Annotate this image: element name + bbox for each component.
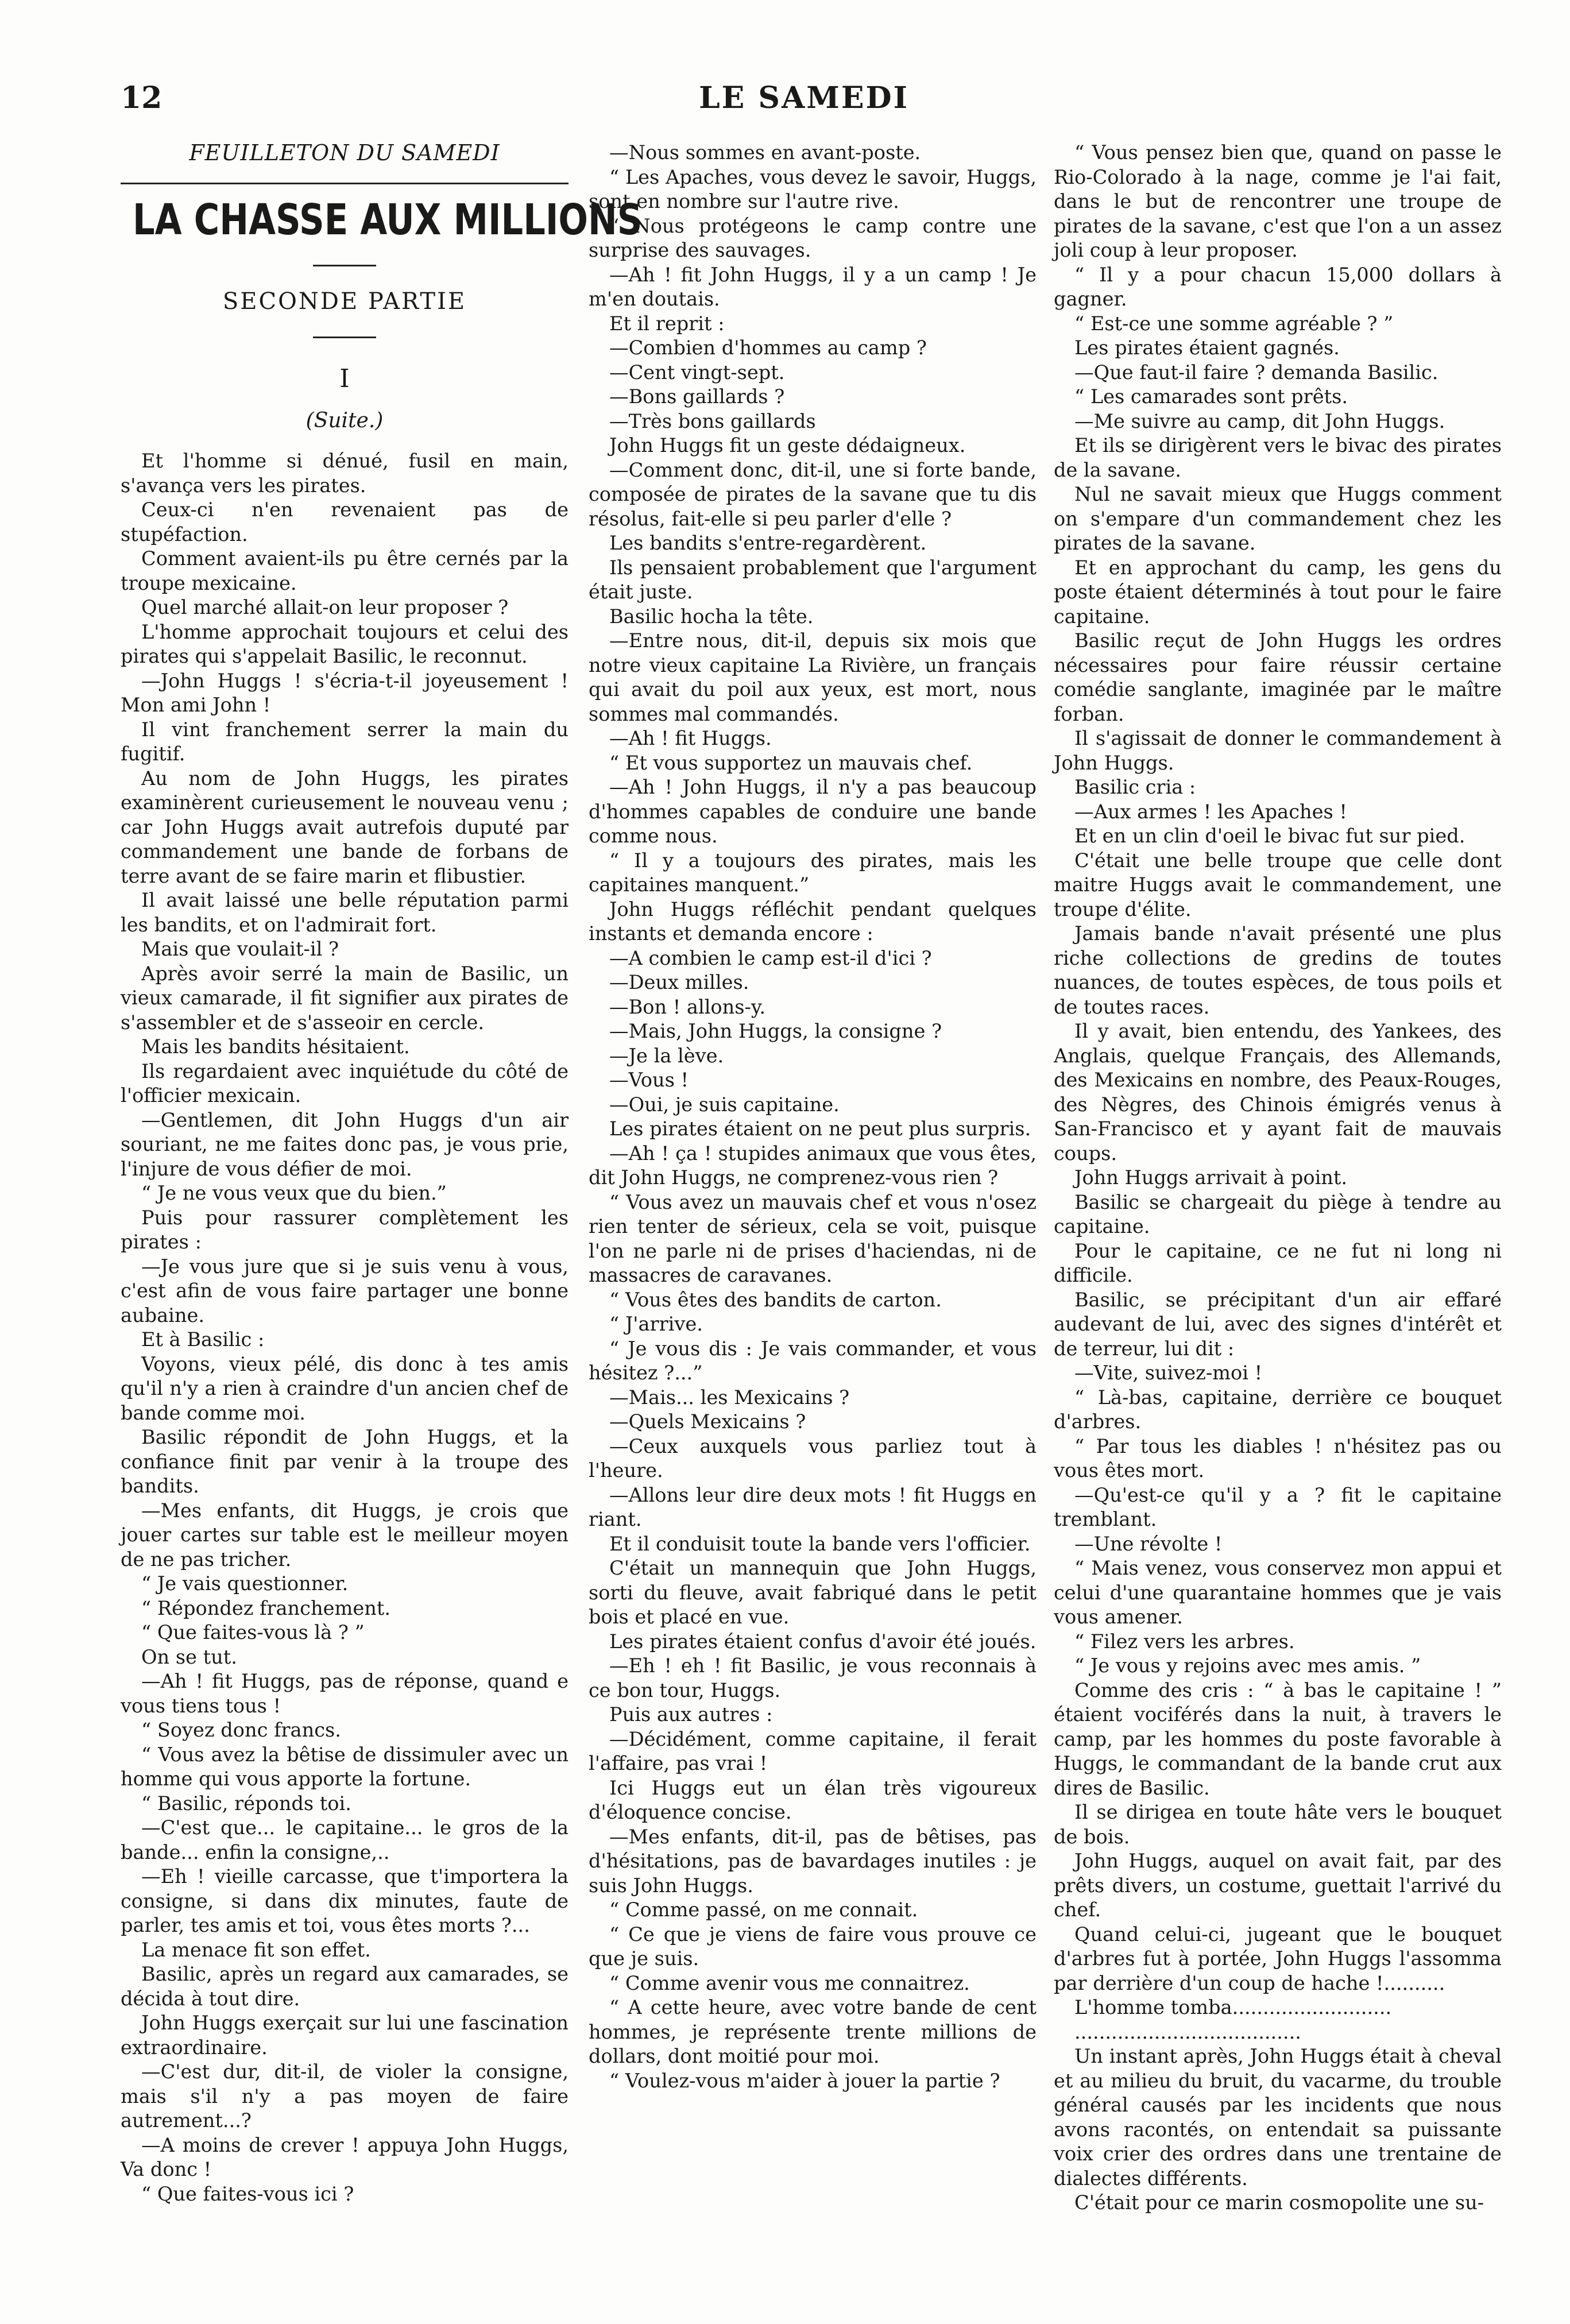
paragraph: —Oui, je suis capitaine. — [609, 1093, 840, 1116]
paragraph: Comment avaient-ils pu être cernés par la troupe mexicaine. — [121, 547, 569, 594]
column-2-text — [589, 141, 1037, 2093]
paragraph: Puis aux autres : — [609, 1703, 773, 1726]
paragraph: Comme des cris : “ à bas le capitaine ! ” étaient vociférés dans la nuit, à travers le camp, par les hommes du poste favorable à Huggs, le commandant de la bande crut aux dires de Basilic. — [1054, 1679, 1502, 1799]
paragraph: —Une révolte ! — [1074, 1532, 1223, 1555]
paragraph: Basilic, après un regard aux camarades, se décida à tout dire. — [121, 1963, 569, 2010]
paragraph: “ Vous avez la bêtise de dissimuler avec un homme qui vous apporte la fortune. — [121, 1743, 569, 1790]
column-1 — [121, 140, 643, 2206]
paragraph: —Ah ! fit John Huggs, il y a un camp ! Je m'en doutais. — [589, 263, 1037, 310]
paragraph: Les pirates étaient gagnés. — [1074, 337, 1340, 359]
paragraph: Il s'agissait de donner le commandement à John Huggs. — [1054, 727, 1502, 774]
paragraph: Au nom de John Huggs, les pirates examinèrent curieusement le nouveau venu ; car John Huggs avait autrefois duputé par commandement une bande de forbans de terre avant de se faire marin et flibustier. — [121, 767, 569, 887]
paragraph: —Ah ! fit Huggs, pas de réponse, quand e vous tiens tous ! — [121, 1670, 569, 1717]
paragraph: —Ah ! ça ! stupides animaux que vous êtes, dit John Huggs, ne comprenez-vous rien ? — [589, 1142, 1037, 1189]
chapter-number: I — [339, 364, 350, 393]
part-heading: SECONDE PARTIE — [222, 288, 467, 315]
paragraph: —Vite, suivez-moi ! — [1074, 1362, 1263, 1384]
article-title: LA CHASSE AUX MILLIONS — [133, 195, 643, 245]
paragraph: Les bandits s'entre-regardèrent. — [609, 532, 927, 554]
paragraph: —C'est que... le capitaine... le gros de la bande... enfin la consigne,.. — [121, 1816, 569, 1863]
paragraph: “ Je vais questionner. — [141, 1572, 349, 1595]
part-rule — [313, 337, 376, 338]
paragraph: —Ceux auxquels vous parliez tout à l'heure. — [589, 1434, 1037, 1482]
column-3 — [1054, 141, 1502, 2215]
title-rule-short — [313, 265, 376, 266]
paragraph: “ Nous protégeons le camp contre une surprise des sauvages. — [589, 214, 1037, 261]
paragraph: —C'est dur, dit-il, de violer la consigne, mais s'il n'y a pas moyen de faire autrement...? — [121, 2060, 569, 2132]
column-3-text — [1054, 141, 1502, 2215]
feuilleton-label: FEUILLETON DU SAMEDI — [189, 140, 500, 165]
paragraph: —Eh ! eh ! fit Basilic, je vous reconnais à ce bon tour, Huggs. — [589, 1654, 1037, 1702]
paragraph: Nul ne savait mieux que Huggs comment on s'empare d'un commandement chez les pirates de la savane. — [1054, 483, 1502, 554]
paragraph: “ Il y a pour chacun 15,000 dollars à gagner. — [1054, 263, 1502, 310]
paragraph: ..................................... — [1074, 2020, 1301, 2043]
column-1-text — [121, 449, 569, 2206]
page-number: 12 — [121, 80, 163, 115]
paragraph: “ Que faites-vous ici ? — [141, 2182, 354, 2205]
paragraph: “ Répondez franchement. — [141, 1596, 390, 1619]
column-2 — [589, 141, 1037, 2093]
paragraph: —Bons gaillards ? — [609, 385, 785, 408]
paragraph: “ Comme avenir vous me connaitrez. — [609, 1971, 970, 1994]
paragraph: Mais que voulait-il ? — [141, 938, 339, 960]
journal-title: LE SAMEDI — [699, 80, 909, 115]
paragraph: La menace fit son effet. — [141, 1938, 371, 1961]
paragraph: “ Est-ce une somme agréable ? ” — [1074, 312, 1394, 335]
paragraph: “ Et vous supportez un mauvais chef. — [609, 751, 973, 774]
paragraph: Voyons, vieux pélé, dis donc à tes amis qu'il n'y a rien à craindre d'un ancien chef de bande comme moi. — [121, 1352, 569, 1424]
paragraph: —Que faut-il faire ? demanda Basilic. — [1074, 361, 1438, 384]
paragraph: —John Huggs ! s'écria-t-il joyeusement ! Mon ami John ! — [121, 669, 569, 716]
paragraph: John Huggs, auquel on avait fait, par des prêts divers, un costume, guettait l'arrivé du chef. — [1054, 1850, 1502, 1921]
suite-label: (Suite.) — [306, 408, 384, 432]
paragraph: C'était pour ce marin cosmopolite une su- — [1074, 2191, 1484, 2214]
paragraph: “ Vous êtes des bandits de carton. — [609, 1288, 942, 1311]
paragraph: —Aux armes ! les Apaches ! — [1074, 800, 1347, 823]
paragraph: —Ah ! John Huggs, il n'y a pas beaucoup d'hommes capables de conduire une bande comme nous. — [589, 776, 1037, 847]
paragraph: L'homme approchait toujours et celui des pirates qui s'appelait Basilic, le reconnut. — [121, 620, 569, 667]
paragraph: —Mais... les Mexicains ? — [609, 1386, 850, 1409]
paragraph: Mais les bandits hésitaient. — [141, 1035, 410, 1058]
paragraph: —Cent vingt-sept. — [609, 361, 785, 384]
paragraph: —Gentlemen, dit John Huggs d'un air souriant, ne me faites donc pas, je vous prie, l'injure de vous défier de moi. — [121, 1108, 569, 1180]
paragraph: Et il conduisit toute la bande vers l'officier. — [609, 1532, 1031, 1555]
paragraph: “ Comme passé, on me connait. — [609, 1898, 918, 1921]
paragraph: Quel marché allait-on leur proposer ? — [141, 596, 509, 618]
paragraph: “ Filez vers les arbres. — [1074, 1630, 1295, 1653]
paragraph: Un instant après, John Huggs était à cheval et au milieu du bruit, du vacarme, du trouble général causés par les incidents que nous avons racontés, on entendait sa puissante voix crier des ordres dans une trentaine de dialectes différents. — [1054, 2045, 1502, 2190]
paragraph: John Huggs exerçait sur lui une fascination extraordinaire. — [121, 2012, 569, 2059]
paragraph: Jamais bande n'avait présenté une plus riche collections de gredins de toutes nuances, de toutes espèces, de tous poils et de toutes races. — [1054, 922, 1502, 1018]
paragraph: “ Ce que je viens de faire vous prouve ce que je suis. — [589, 1923, 1037, 1970]
paragraph: —Ah ! fit Huggs. — [609, 727, 772, 749]
paragraph: Et ils se dirigèrent vers le bivac des pirates de la savane. — [1054, 434, 1502, 481]
paragraph: —Allons leur dire deux mots ! fit Huggs en riant. — [589, 1483, 1037, 1530]
title-rule-top — [121, 183, 569, 184]
paragraph: —Nous sommes en avant-poste. — [609, 141, 921, 164]
paragraph: Basilic se chargeait du piège à tendre au capitaine. — [1054, 1190, 1502, 1238]
paragraph: Basilic hocha la tête. — [609, 605, 814, 628]
paragraph: Puis pour rassurer complètement les pirates : — [121, 1206, 569, 1253]
paragraph: “ Les Apaches, vous devez le savoir, Huggs, sont en nombre sur l'autre rive. — [589, 165, 1037, 212]
paragraph: “ Voulez-vous m'aider à jouer la partie ? — [609, 2069, 1000, 2092]
page-header — [121, 80, 1487, 126]
paragraph: —Entre nous, dit-il, depuis six mois que notre vieux capitaine La Rivière, un français qui avait du poil aux yeux, est mort, nous sommes mal commandés. — [589, 629, 1037, 725]
paragraph: —Deux milles. — [609, 971, 749, 993]
paragraph: Et l'homme si dénué, fusil en main, s'avança vers les pirates. — [121, 450, 569, 497]
paragraph: —Quels Mexicains ? — [609, 1410, 806, 1433]
paragraph: “ Vous pensez bien que, quand on passe le Rio-Colorado à la nage, comme je l'ai fait, dans le but de rencontrer une troupe de pirates de la savane, c'est que l'on a un assez joli coup à leur proposer. — [1054, 141, 1502, 261]
paragraph: “ Basilic, réponds toi. — [141, 1792, 351, 1815]
paragraph: —Très bons gaillards — [609, 409, 816, 432]
paragraph: —Comment donc, dit-il, une si forte bande, composée de pirates de la savane que tu dis résolus, fait-elle si peu parler d'elle ? — [589, 458, 1037, 530]
paragraph: Pour le capitaine, ce ne fut ni long ni difficile. — [1054, 1239, 1502, 1286]
paragraph: C'était un mannequin que John Huggs, sorti du fleuve, avait fabriqué dans le petit bois et placé en vue. — [589, 1557, 1037, 1628]
paragraph: —Combien d'hommes au camp ? — [609, 337, 927, 359]
paragraph: —Je la lève. — [609, 1044, 724, 1067]
paragraph: “ Je ne vous veux que du bien.” — [141, 1182, 447, 1204]
paragraph: Après avoir serré la main de Basilic, un vieux camarade, il fit signifier aux pirates de s'assembler et de s'asseoir en cercle. — [121, 962, 569, 1034]
paragraph: —Vous ! — [609, 1069, 689, 1091]
paragraph: —Me suivre au camp, dit John Huggs. — [1074, 409, 1445, 432]
paragraph: “ Vous avez un mauvais chef et vous n'osez rien tenter de sérieux, cela se voit, puisque l'on ne parle ni de prises d'haciendas, ni de massacres de caravanes. — [589, 1190, 1037, 1286]
paragraph: Basilic, se précipitant d'un air effaré audevant de lui, avec des signes d'intérêt et de terreur, lui dit : — [1054, 1288, 1502, 1360]
paragraph: “ Là-bas, capitaine, derrière ce bouquet d'arbres. — [1054, 1386, 1502, 1433]
paragraph: John Huggs fit un geste dédaigneux. — [609, 434, 966, 457]
paragraph: —Mes enfants, dit-il, pas de bêtises, pas d'hésitations, pas de bavardages inutiles : je suis John Huggs. — [589, 1825, 1037, 1897]
paragraph: —Décidément, comme capitaine, il ferait l'affaire, pas vrai ! — [589, 1727, 1037, 1774]
paragraph: Il avait laissé une belle réputation parmi les bandits, et on l'admirait fort. — [121, 889, 569, 936]
paragraph: “ Les camarades sont prêts. — [1074, 385, 1348, 408]
paragraph: On se tut. — [141, 1645, 237, 1668]
paragraph: Il se dirigea en toute hâte vers le bouquet de bois. — [1054, 1801, 1502, 1848]
paragraph: Et en un clin d'oeil le bivac fut sur pied. — [1074, 825, 1465, 847]
paragraph: —Eh ! vieille carcasse, que t'importera la consigne, si dans dix minutes, faute de parler, tes amis et toi, vous êtes morts ?... — [121, 1865, 569, 1936]
paragraph: Basilic répondit de John Huggs, et la confiance finit par venir à la troupe des bandits. — [121, 1426, 569, 1497]
paragraph: Et à Basilic : — [141, 1328, 265, 1351]
paragraph: Les pirates étaient confus d'avoir été joués. — [609, 1630, 1037, 1653]
paragraph: Quand celui-ci, jugeant que le bouquet d'arbres fut à portée, John Huggs l'assomma par derrière d'un coup de hache !.......... — [1054, 1923, 1502, 1994]
paragraph: Il y avait, bien entendu, des Yankees, des Anglais, quelque Français, des Allemands, des Mexicains en nombre, des Peaux-Rouges, des Nègres, des Chinois émigrés venus à San-Francisco et y ayant fait de mauvais coups. — [1054, 1020, 1502, 1165]
paragraph: Il vint franchement serrer la main du fugitif. — [121, 718, 569, 765]
paragraph: “ J'arrive. — [609, 1313, 703, 1335]
paragraph: —A moins de crever ! appuya John Huggs, Va donc ! — [121, 2133, 569, 2180]
paragraph: John Huggs arrivait à point. — [1074, 1166, 1348, 1189]
paragraph: Les pirates étaient on ne peut plus surpris. — [609, 1117, 1031, 1140]
paragraph: Ils pensaient probablement que l'argument était juste. — [589, 556, 1037, 603]
paragraph: —A combien le camp est-il d'ici ? — [609, 946, 932, 969]
paragraph: Basilic cria : — [1074, 776, 1196, 798]
paragraph: —Je vous jure que si je suis venu à vous, c'est afin de vous faire partager une bonne aubaine. — [121, 1255, 569, 1327]
paragraph: —Qu'est-ce qu'il y a ? fit le capitaine tremblant. — [1054, 1483, 1502, 1530]
paragraph: Et en approchant du camp, les gens du poste étaient déterminés à tout pour le faire capitaine. — [1054, 556, 1502, 628]
paragraph: “ A cette heure, avec votre bande de cent hommes, je représente trente millions de dollars, dont moitié pour moi. — [589, 1996, 1037, 2067]
paragraph: —Mes enfants, dit Huggs, je crois que jouer cartes sur table est le meilleur moyen de ne pas tricher. — [121, 1499, 569, 1571]
paragraph: “ Il y a toujours des pirates, mais les capitaines manquent.” — [589, 849, 1037, 896]
paragraph: Ceux-ci n'en revenaient pas de stupéfaction. — [121, 498, 569, 546]
paragraph: John Huggs réfléchit pendant quelques instants et demanda encore : — [589, 898, 1037, 945]
paragraph: “ Je vous dis : Je vais commander, et vous hésitez ?...” — [589, 1337, 1037, 1384]
paragraph: L'homme tomba.......................... — [1074, 1996, 1392, 2018]
paragraph: Ils regardaient avec inquiétude du côté de l'officier mexicain. — [121, 1059, 569, 1107]
paragraph: —Bon ! allons-y. — [609, 995, 766, 1018]
paragraph: “ Que faites-vous là ? ” — [141, 1621, 365, 1644]
paragraph: Basilic reçut de John Huggs les ordres nécessaires pour faire réussir certaine comédie sanglante, imaginée par le maître forban. — [1054, 629, 1502, 725]
paragraph: —Mais, John Huggs, la consigne ? — [609, 1020, 942, 1042]
paragraph: “ Soyez donc francs. — [141, 1719, 341, 1741]
paragraph: “ Je vous y rejoins avec mes amis. ” — [1074, 1654, 1421, 1677]
paragraph: Et il reprit : — [609, 312, 725, 335]
paragraph: Ici Huggs eut un élan très vigoureux d'éloquence concise. — [589, 1776, 1037, 1823]
paragraph: C'était une belle troupe que celle dont maitre Huggs avait le commandement, une troupe d'élite. — [1054, 849, 1502, 921]
paragraph: “ Par tous les diables ! n'hésitez pas ou vous êtes mort. — [1054, 1434, 1502, 1482]
paragraph: “ Mais venez, vous conservez mon appui et celui d'une quarantaine hommes que je vais vous amener. — [1054, 1557, 1502, 1628]
